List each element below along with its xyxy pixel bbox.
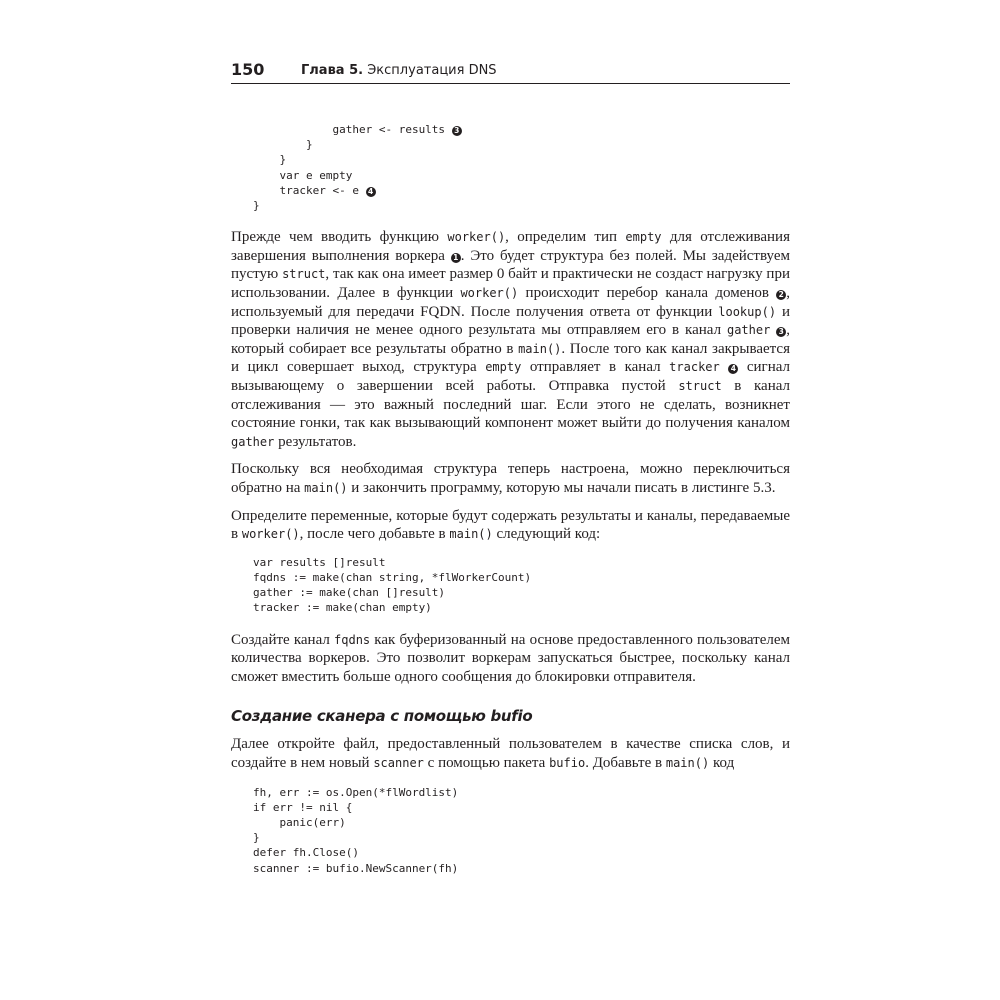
code-text: var results []result <box>253 555 386 569</box>
callout-marker-icon: 2 <box>776 290 786 300</box>
code-line <box>253 586 445 599</box>
code-line <box>253 801 352 814</box>
callout-marker-icon: 3 <box>452 126 462 136</box>
code-line <box>253 786 458 799</box>
inline-code: main() <box>304 480 348 495</box>
code-line <box>253 138 313 151</box>
code-text: fh, err := os.Open(*flWordlist) <box>253 785 459 799</box>
code-line <box>253 184 376 197</box>
inline-code: main() <box>518 341 562 356</box>
inline-code: gather <box>231 434 275 449</box>
text-run: как буферизованный на основе предоставленного пользователем количества воркеров. Это позволит воркерам запускаться быстрее, поскольку канал сможет вместить больше одного сообщения до блокировки отправителя. <box>231 631 790 685</box>
text-run: следующий код: <box>492 526 601 543</box>
code-text: } <box>253 831 260 845</box>
inline-code: scanner <box>373 755 424 770</box>
text-run <box>720 359 729 375</box>
page-number: 150 <box>231 60 265 79</box>
inline-code: worker() <box>241 527 300 542</box>
book-page <box>231 55 790 876</box>
code-listing-gather <box>253 122 790 213</box>
callout-marker-icon: 1 <box>451 253 461 263</box>
text-run: для отслеживания завершения выполнения воркера <box>231 229 790 264</box>
code-line <box>253 571 531 584</box>
inline-code: empty <box>625 230 662 245</box>
text-run: Прежде чем вводить функцию <box>231 229 448 246</box>
code-listing-scanner <box>253 785 790 876</box>
text-run: Создайте канал <box>231 631 335 648</box>
code-line <box>253 816 346 829</box>
code-text: gather := make(chan []result) <box>253 586 446 600</box>
paragraph-define-variables <box>231 507 790 544</box>
code-text: panic(err) <box>253 815 346 829</box>
paragraph-switch-to-main <box>231 460 790 497</box>
inline-code: main() <box>665 755 710 770</box>
code-text: defer fh.Close() <box>253 846 359 860</box>
text-run: отправляет в канал <box>521 359 670 376</box>
text-run: , определим тип <box>505 229 626 246</box>
running-header <box>231 55 790 84</box>
text-run: результатов. <box>274 433 357 450</box>
inline-code: bufio <box>549 755 586 770</box>
code-line <box>253 199 260 212</box>
code-line <box>253 831 260 844</box>
text-run: , который собирает все результаты обратно в <box>231 322 790 357</box>
text-run: . Добавьте в <box>585 754 666 771</box>
code-listing-variables <box>253 555 790 616</box>
inline-code: gather <box>726 323 771 338</box>
text-run: происходит перебор канала доменов <box>518 285 777 301</box>
text-run: и проверки наличия не менее одного результата мы отправляем его в канал <box>231 303 790 339</box>
section-heading: Создание сканера с помощью bufio <box>231 707 533 726</box>
inline-code: struct <box>282 267 326 282</box>
code-text: tracker := make(chan empty) <box>253 601 432 615</box>
text-run: сигнал вызывающему о завершении всей работы. Отправка пустой <box>231 359 791 394</box>
code-line <box>253 123 462 136</box>
callout-marker-icon: 4 <box>366 187 376 197</box>
text-run: , используемый для передачи FQDN. После получения ответа от функции <box>231 285 791 320</box>
callout-marker-icon: 4 <box>728 364 738 374</box>
code-text: } <box>253 138 313 152</box>
chapter-title: Эксплуатация DNS <box>367 63 497 78</box>
code-line <box>253 862 458 875</box>
text-run: в канал отслеживания — это важный последний шаг. Если этого не сделать, возникнет состояние гонки, так как вызывающий компонент может выйти до получения каналом <box>231 377 791 432</box>
code-line <box>253 169 352 182</box>
inline-code: worker() <box>447 230 506 245</box>
inline-code: worker() <box>460 286 519 300</box>
code-text: tracker <- e <box>253 183 366 197</box>
code-line <box>253 153 286 166</box>
code-text: if err != nil { <box>253 800 353 814</box>
text-run: Определите переменные, которые будут содержать результаты и каналы, передаваемые в <box>231 507 790 543</box>
code-line <box>253 556 385 569</box>
text-run: Поскольку вся необходимая структура теперь настроена, можно переключиться обратно на <box>231 461 790 496</box>
code-text: fqdns := make(chan string, *flWorkerCount) <box>253 570 532 584</box>
code-line <box>253 846 359 859</box>
inline-code: fqdns <box>334 632 371 647</box>
code-text: } <box>253 153 287 167</box>
code-text: scanner := bufio.NewScanner(fh) <box>253 861 459 875</box>
text-run: . После того как канал закрывается и цикл совершает выход, структура <box>231 340 790 376</box>
text-run: , после чего добавьте в <box>299 526 450 543</box>
text-run: , так как она имеет размер 0 байт и практически не создаст нагрузку при использовании. Далее в функции <box>231 266 790 301</box>
paragraph-buffered-channel <box>231 631 790 687</box>
inline-code: struct <box>678 378 722 393</box>
code-line <box>253 601 432 614</box>
code-text: var e empty <box>253 168 353 182</box>
text-run: Далее откройте файл, предоставленный пользователем в качестве списка слов, и создайте в нем новый <box>231 736 790 771</box>
chapter-label: Глава 5. <box>301 63 364 78</box>
inline-code: lookup() <box>718 304 777 319</box>
callout-marker-icon: 3 <box>776 327 786 337</box>
code-text: } <box>253 199 260 213</box>
text-run: код <box>709 754 735 771</box>
inline-code: empty <box>485 360 522 375</box>
paragraph-worker-explanation <box>231 228 790 451</box>
text-run: и закончить программу, которую мы начали писать в листинге 5.3. <box>347 479 776 496</box>
inline-code: tracker <box>669 360 720 375</box>
text-run: . Это будет структура без полей. Мы задействуем пустую <box>231 247 790 283</box>
paragraph-open-file <box>231 735 790 772</box>
inline-code: main() <box>449 527 493 542</box>
code-text: gather <- results <box>253 123 452 136</box>
chapter-header <box>301 63 497 78</box>
text-run: с помощью пакета <box>423 754 550 771</box>
